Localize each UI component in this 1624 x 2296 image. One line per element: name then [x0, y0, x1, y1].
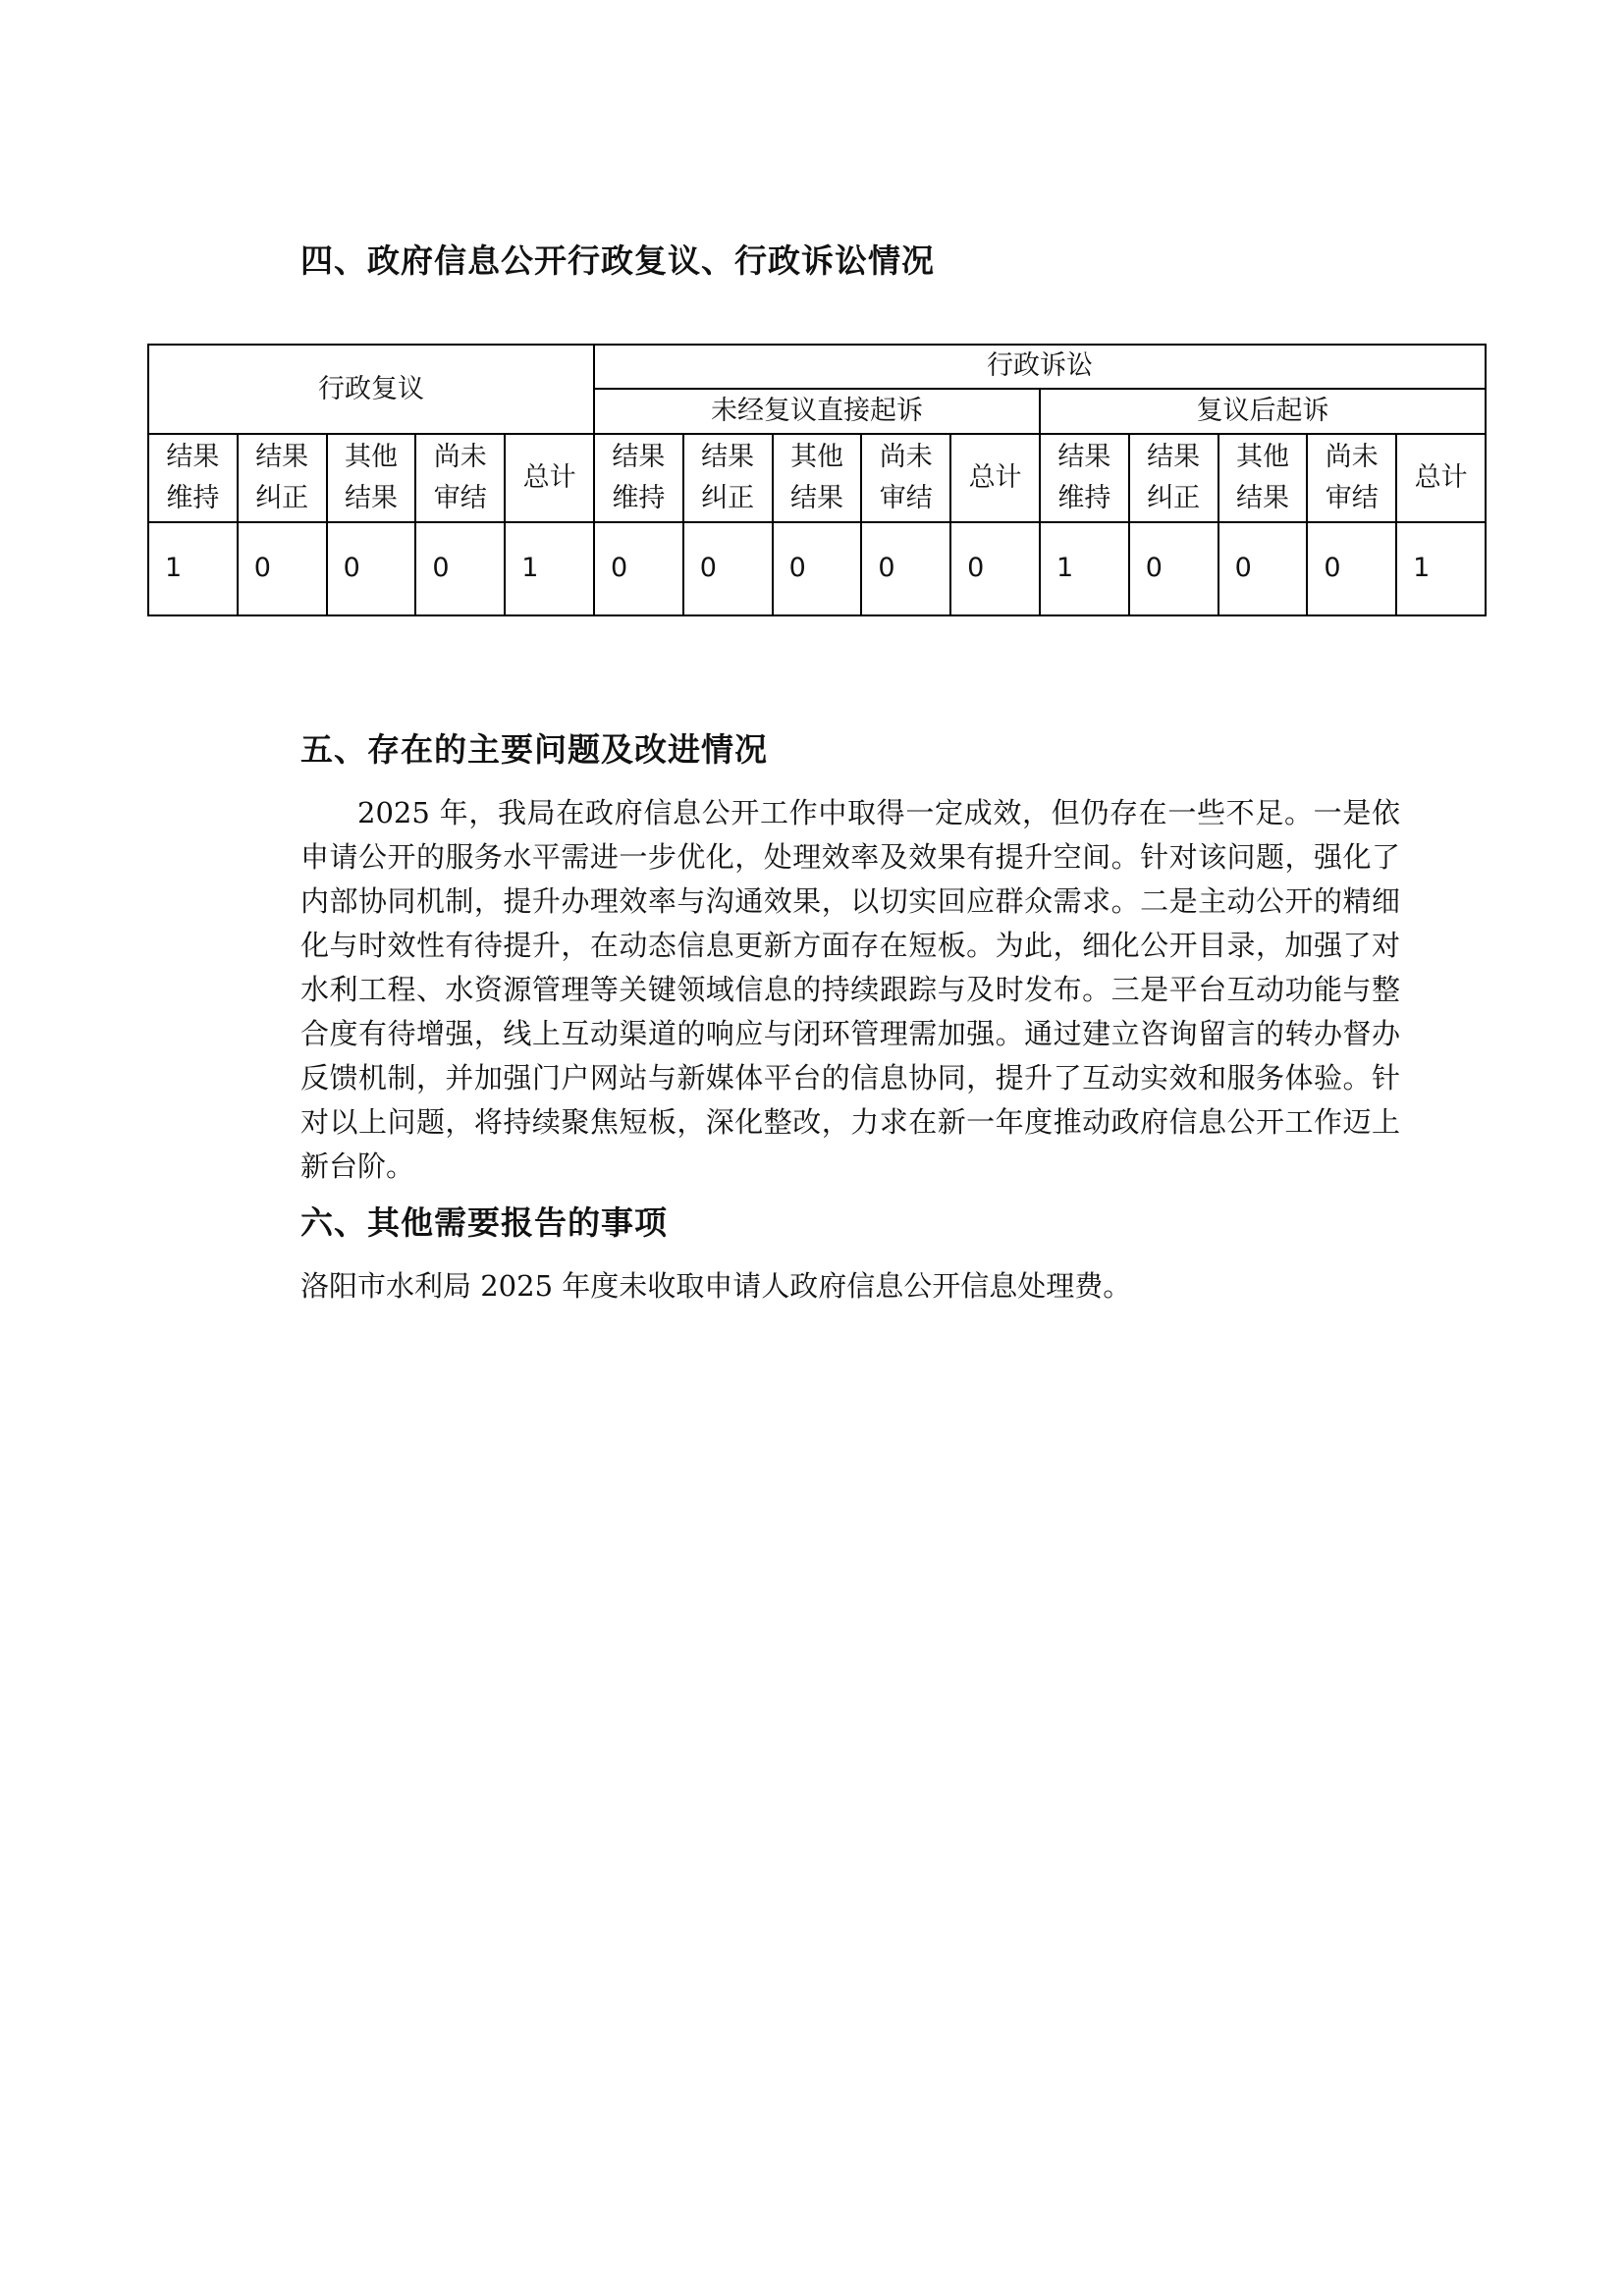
header-direct-suit: 未经复议直接起诉 — [594, 389, 1040, 435]
direct-corrected-value: 0 — [683, 522, 773, 615]
after-total-value: 1 — [1396, 522, 1486, 615]
section-5-heading: 五、存在的主要问题及改进情况 — [300, 730, 768, 769]
review-upheld-value: 1 — [148, 522, 238, 615]
col-header-pending: 尚未 审结 — [415, 434, 505, 521]
col-header-other: 其他 结果 — [1218, 434, 1308, 521]
section-4-heading: 四、政府信息公开行政复议、行政诉讼情况 — [300, 241, 935, 280]
col-header-corrected: 结果 纠正 — [1129, 434, 1218, 521]
direct-total-value: 0 — [950, 522, 1040, 615]
direct-upheld-value: 0 — [594, 522, 683, 615]
after-corrected-value: 0 — [1129, 522, 1218, 615]
col-header-corrected: 结果 纠正 — [683, 434, 773, 521]
col-header-upheld: 结果 维持 — [1040, 434, 1129, 521]
review-corrected-value: 0 — [238, 522, 327, 615]
col-header-total: 总计 — [505, 434, 594, 521]
review-total-value: 1 — [505, 522, 594, 615]
section-6-heading: 六、其他需要报告的事项 — [300, 1203, 668, 1242]
col-header-pending: 尚未 审结 — [861, 434, 950, 521]
col-header-pending: 尚未 审结 — [1307, 434, 1396, 521]
header-admin-litigation: 行政诉讼 — [594, 345, 1486, 389]
admin-review-litigation-table — [147, 344, 1487, 616]
section-5-body: 2025 年，我局在政府信息公开工作中取得一定成效，但仍存在一些不足。一是依申请公开的服务水平需进一步优化，处理效率及效果有提升空间。针对该问题，强化了内部协同机制，提升办理效率与沟通效果，以切实回应群众需求。二是主动公开的精细化与时效性有待提升，在动态信息更新方面存在短板。为此，细化公开目录，加强了对水利工程、水资源管理等关键领域信息的持续跟踪与及时发布。三是平台互动功能与整合度有待增强，线上互动渠道的响应与闭环管理需加强。通过建立咨询留言的转办督办反馈机制，并加强门户网站与新媒体平台的信息协同，提升了互动实效和服务体验。针对以上问题，将持续聚焦短板，深化整改，力求在新一年度推动政府信息公开工作迈上新台阶。 — [300, 796, 1400, 1183]
header-admin-review: 行政复议 — [148, 345, 594, 434]
review-pending-value: 0 — [415, 522, 505, 615]
after-other-value: 0 — [1218, 522, 1308, 615]
review-other-value: 0 — [327, 522, 416, 615]
col-header-total: 总计 — [950, 434, 1040, 521]
col-header-other: 其他 结果 — [773, 434, 862, 521]
direct-other-value: 0 — [773, 522, 862, 615]
col-header-upheld: 结果 维持 — [594, 434, 683, 521]
col-header-upheld: 结果 维持 — [148, 434, 238, 521]
direct-pending-value: 0 — [861, 522, 950, 615]
col-header-corrected: 结果 纠正 — [238, 434, 327, 521]
header-after-review-suit: 复议后起诉 — [1040, 389, 1486, 435]
col-header-total: 总计 — [1396, 434, 1486, 521]
after-upheld-value: 1 — [1040, 522, 1129, 615]
section-6-body: 洛阳市水利局 2025 年度未收取申请人政府信息公开信息处理费。 — [300, 1269, 1132, 1303]
col-header-other: 其他 结果 — [327, 434, 416, 521]
after-pending-value: 0 — [1307, 522, 1396, 615]
table-row — [148, 522, 1486, 615]
